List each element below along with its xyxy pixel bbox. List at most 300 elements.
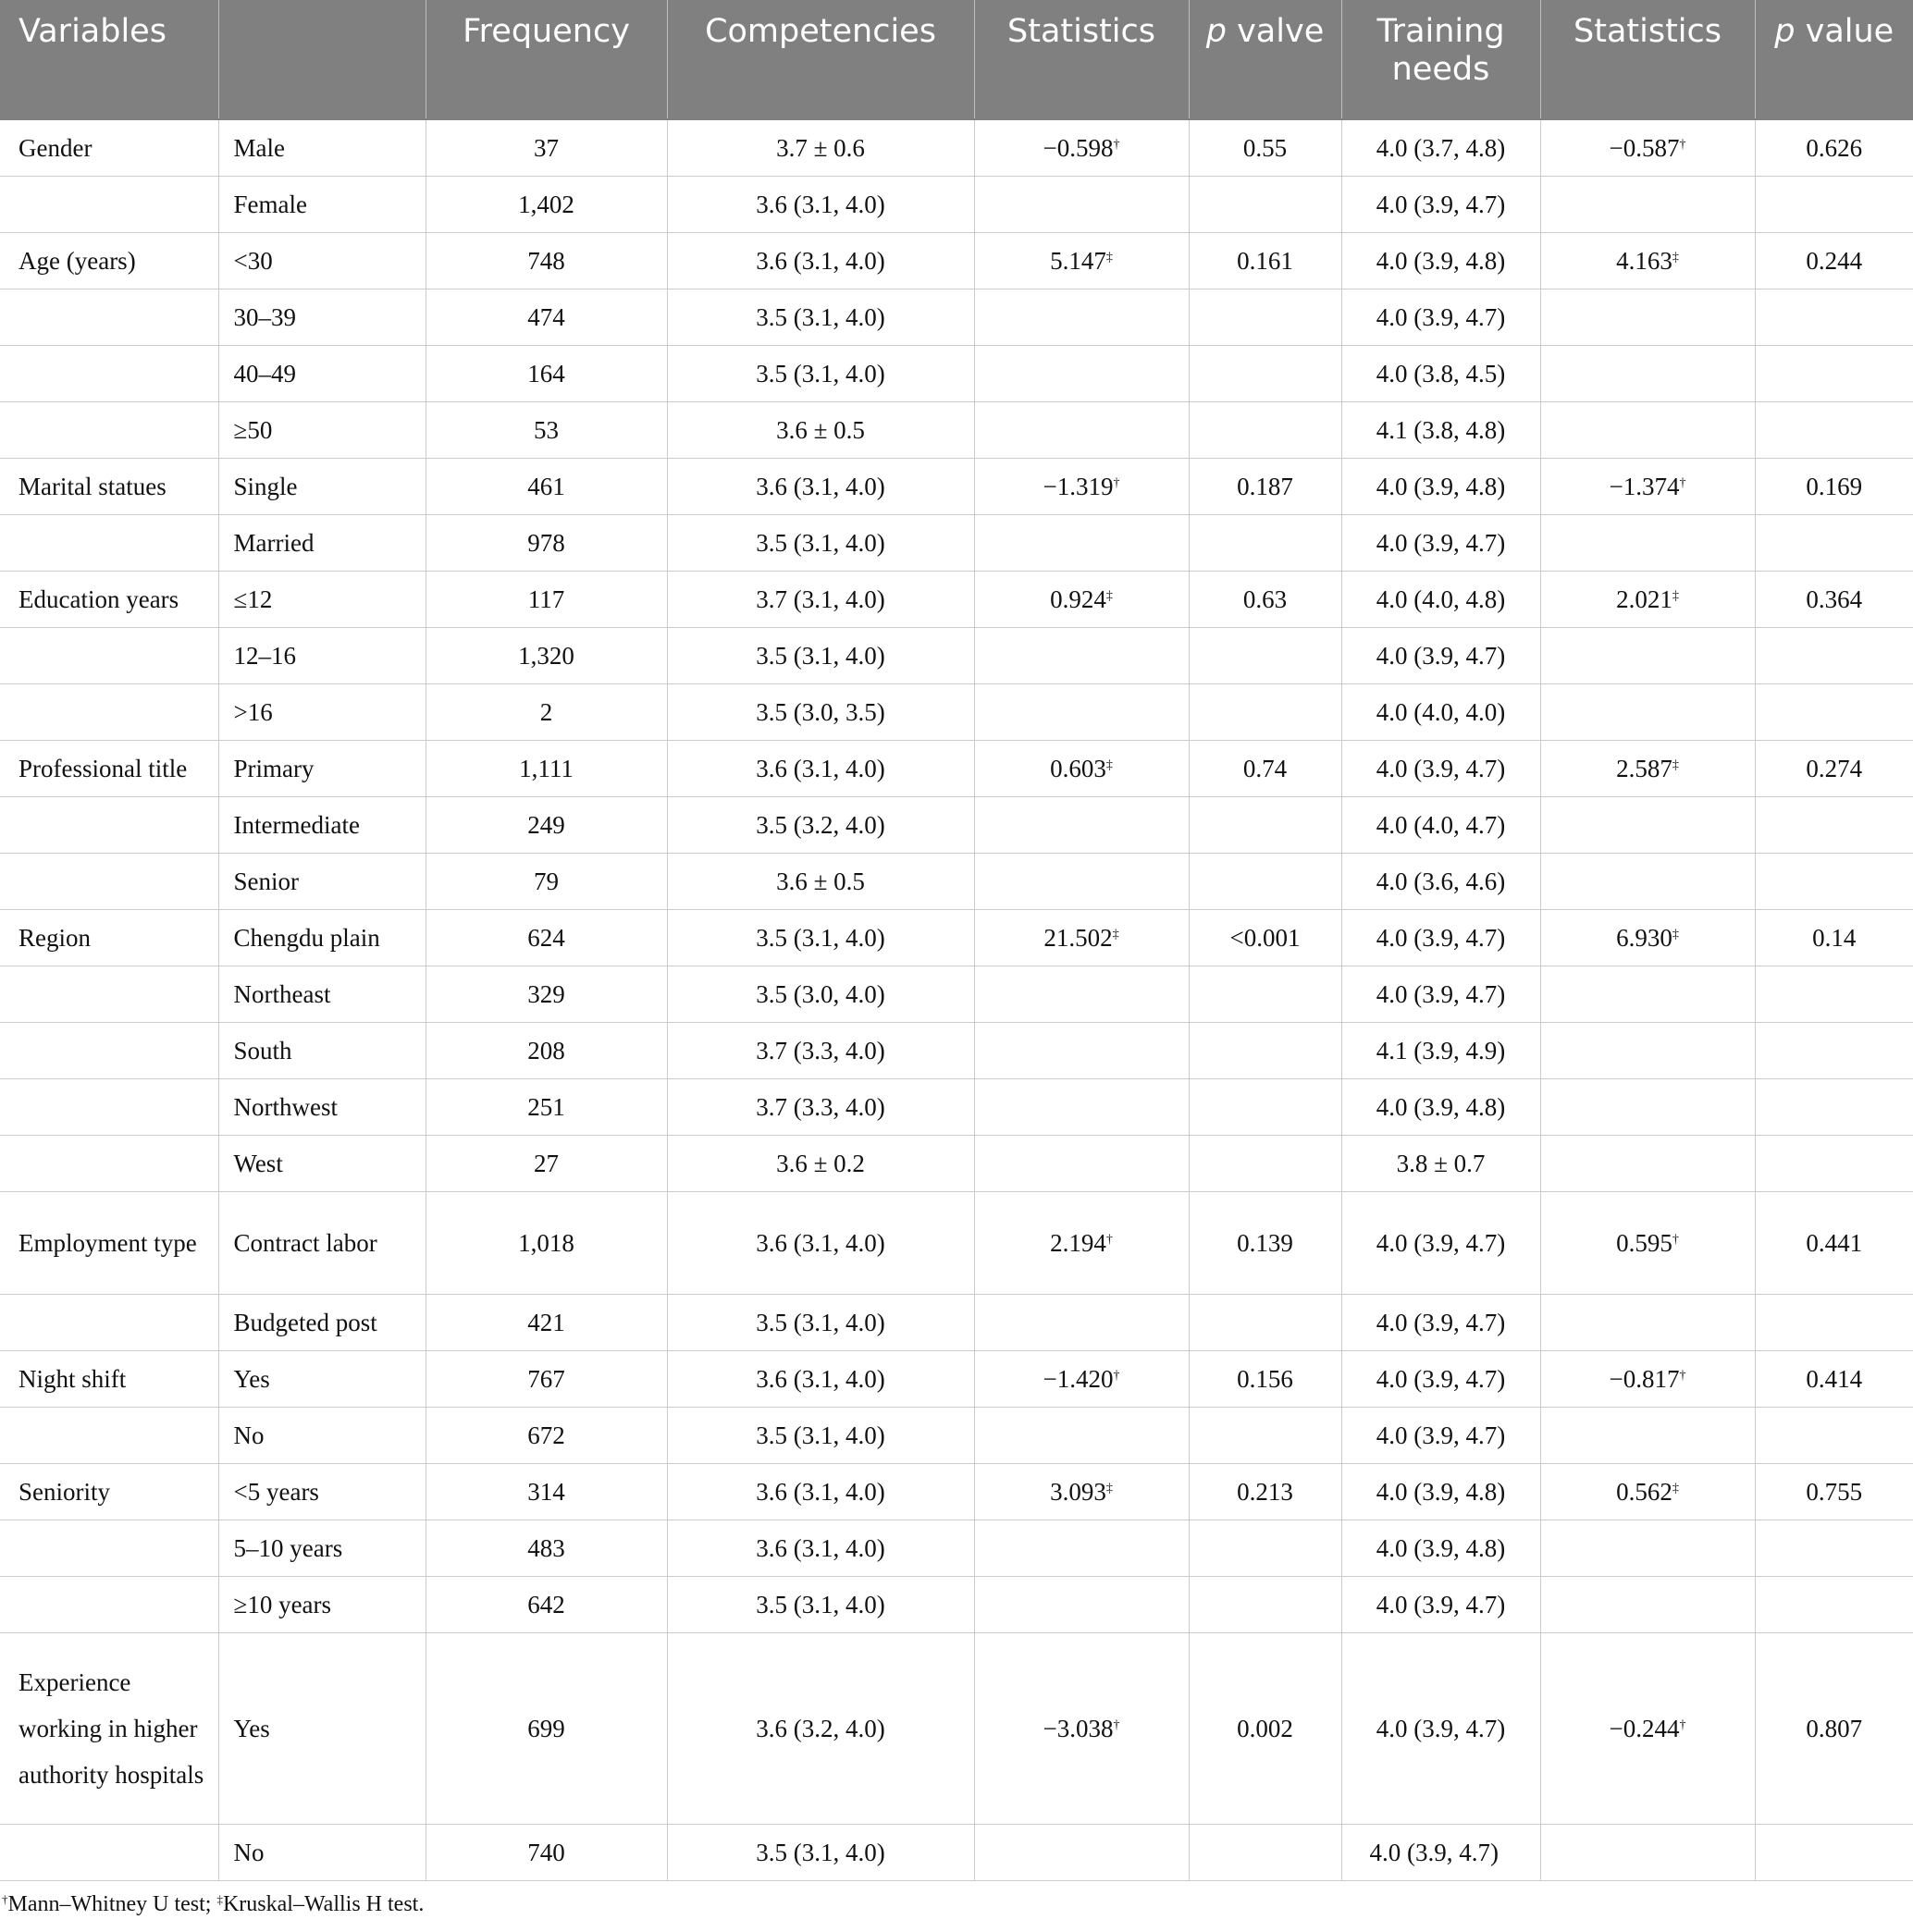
cell-p-value-2 bbox=[1755, 628, 1913, 684]
cell-category: Male bbox=[218, 119, 426, 177]
cell-p-value-2 bbox=[1755, 1520, 1913, 1577]
cell-training-needs: 4.0 (3.9, 4.7) bbox=[1341, 1577, 1540, 1633]
cell-p-value-1 bbox=[1189, 177, 1341, 233]
cell-statistics-1-value: −0.598 bbox=[1043, 134, 1114, 162]
cell-training-needs: 4.0 (3.9, 4.7) bbox=[1341, 1825, 1540, 1881]
cell-statistics-2-value: −0.587 bbox=[1609, 134, 1680, 162]
cell-training-needs: 4.1 (3.9, 4.9) bbox=[1341, 1023, 1540, 1079]
cell-training-needs: 4.0 (3.9, 4.7) bbox=[1341, 1351, 1540, 1408]
cell-statistics-1-test-mark: ‡ bbox=[1105, 589, 1113, 603]
cell-category: South bbox=[218, 1023, 426, 1079]
cell-statistics-1 bbox=[974, 1520, 1189, 1577]
cell-statistics-1 bbox=[974, 684, 1189, 741]
cell-training-needs: 4.0 (4.0, 4.0) bbox=[1341, 684, 1540, 741]
header-p-rest-2: value bbox=[1795, 13, 1894, 50]
cell-frequency: 37 bbox=[426, 119, 667, 177]
cell-statistics-2-test-mark: † bbox=[1679, 138, 1686, 152]
cell-category: 5–10 years bbox=[218, 1520, 426, 1577]
cell-statistics-1 bbox=[974, 854, 1189, 910]
cell-statistics-2 bbox=[1540, 289, 1755, 346]
cell-frequency: 314 bbox=[426, 1464, 667, 1520]
cell-frequency: 53 bbox=[426, 402, 667, 459]
footnote-text-2: Kruskal–Wallis H test. bbox=[222, 1892, 425, 1916]
cell-variable: Professional title bbox=[0, 741, 218, 797]
cell-frequency: 1,018 bbox=[426, 1192, 667, 1295]
cell-training-needs: 4.0 (3.9, 4.7) bbox=[1341, 1408, 1540, 1464]
cell-variable: Experience working in higher authority hospitals bbox=[0, 1633, 218, 1825]
cell-training-needs: 4.0 (3.9, 4.7) bbox=[1341, 741, 1540, 797]
cell-frequency: 27 bbox=[426, 1136, 667, 1192]
cell-competencies: 3.6 ± 0.5 bbox=[667, 402, 974, 459]
cell-p-value-1: 0.156 bbox=[1189, 1351, 1341, 1408]
table-row bbox=[0, 854, 1913, 910]
cell-category: No bbox=[218, 1408, 426, 1464]
cell-training-needs: 4.0 (3.9, 4.8) bbox=[1341, 1464, 1540, 1520]
cell-statistics-1 bbox=[974, 966, 1189, 1023]
cell-p-value-1: 0.187 bbox=[1189, 459, 1341, 515]
cell-statistics-2-test-mark: † bbox=[1679, 476, 1686, 490]
footnote-dagger: † bbox=[2, 1892, 8, 1906]
cell-variable bbox=[0, 1023, 218, 1079]
cell-training-needs: 4.0 (4.0, 4.8) bbox=[1341, 572, 1540, 628]
cell-statistics-1 bbox=[974, 797, 1189, 854]
cell-competencies: 3.5 (3.2, 4.0) bbox=[667, 797, 974, 854]
cell-statistics-2 bbox=[1540, 1351, 1755, 1408]
cell-statistics-2 bbox=[1540, 1633, 1755, 1825]
cell-competencies: 3.7 ± 0.6 bbox=[667, 119, 974, 177]
cell-variable bbox=[0, 797, 218, 854]
cell-frequency: 483 bbox=[426, 1520, 667, 1577]
cell-statistics-2-value: 4.163 bbox=[1616, 247, 1672, 275]
cell-p-value-1 bbox=[1189, 1079, 1341, 1136]
cell-variable bbox=[0, 289, 218, 346]
cell-category: Budgeted post bbox=[218, 1295, 426, 1351]
cell-category: <30 bbox=[218, 233, 426, 289]
cell-training-needs: 4.0 (3.9, 4.7) bbox=[1341, 177, 1540, 233]
cell-statistics-1 bbox=[974, 1192, 1189, 1295]
cell-p-value-1: 0.161 bbox=[1189, 233, 1341, 289]
cell-statistics-2 bbox=[1540, 1520, 1755, 1577]
cell-statistics-2 bbox=[1540, 1136, 1755, 1192]
cell-category: Yes bbox=[218, 1633, 426, 1825]
cell-p-value-1: <0.001 bbox=[1189, 910, 1341, 966]
cell-statistics-1-value: −1.420 bbox=[1043, 1365, 1114, 1393]
table-row bbox=[0, 177, 1913, 233]
cell-competencies: 3.6 (3.1, 4.0) bbox=[667, 459, 974, 515]
cell-frequency: 699 bbox=[426, 1633, 667, 1825]
cell-category: ≥50 bbox=[218, 402, 426, 459]
table-row bbox=[0, 1408, 1913, 1464]
cell-competencies: 3.6 ± 0.5 bbox=[667, 854, 974, 910]
cell-statistics-2-test-mark: ‡ bbox=[1672, 251, 1679, 265]
cell-competencies: 3.5 (3.0, 4.0) bbox=[667, 966, 974, 1023]
cell-statistics-2-test-mark: ‡ bbox=[1672, 758, 1679, 772]
header-p-italic-2: p bbox=[1774, 13, 1796, 50]
cell-p-value-2 bbox=[1755, 1295, 1913, 1351]
cell-p-value-1 bbox=[1189, 289, 1341, 346]
cell-variable bbox=[0, 1295, 218, 1351]
cell-statistics-1-value: 2.194 bbox=[1050, 1229, 1106, 1257]
cell-p-value-1: 0.002 bbox=[1189, 1633, 1341, 1825]
table-body bbox=[0, 119, 1913, 1881]
cell-statistics-1 bbox=[974, 515, 1189, 572]
cell-p-value-2 bbox=[1755, 177, 1913, 233]
cell-training-needs: 4.0 (3.9, 4.7) bbox=[1341, 289, 1540, 346]
table-row bbox=[0, 346, 1913, 402]
cell-competencies: 3.6 (3.1, 4.0) bbox=[667, 233, 974, 289]
cell-p-value-1 bbox=[1189, 402, 1341, 459]
cell-p-value-2 bbox=[1755, 854, 1913, 910]
cell-statistics-2-test-mark: † bbox=[1672, 1233, 1679, 1247]
cell-competencies: 3.6 (3.1, 4.0) bbox=[667, 1351, 974, 1408]
cell-statistics-1 bbox=[974, 1136, 1189, 1192]
cell-statistics-2 bbox=[1540, 910, 1755, 966]
cell-p-value-1 bbox=[1189, 515, 1341, 572]
cell-p-value-2: 0.364 bbox=[1755, 572, 1913, 628]
cell-category: <5 years bbox=[218, 1464, 426, 1520]
cell-competencies: 3.7 (3.1, 4.0) bbox=[667, 572, 974, 628]
table-row bbox=[0, 1023, 1913, 1079]
table-row bbox=[0, 1520, 1913, 1577]
table-row bbox=[0, 119, 1913, 177]
cell-statistics-1 bbox=[974, 1023, 1189, 1079]
cell-competencies: 3.5 (3.1, 4.0) bbox=[667, 1295, 974, 1351]
table-row bbox=[0, 233, 1913, 289]
table-row bbox=[0, 797, 1913, 854]
cell-statistics-2 bbox=[1540, 1295, 1755, 1351]
cell-category: No bbox=[218, 1825, 426, 1881]
cell-variable bbox=[0, 1825, 218, 1881]
cell-category: 12–16 bbox=[218, 628, 426, 684]
cell-frequency: 421 bbox=[426, 1295, 667, 1351]
header-p-value-1 bbox=[1189, 0, 1341, 119]
cell-variable: Employment type bbox=[0, 1192, 218, 1295]
cell-variable: Gender bbox=[0, 119, 218, 177]
cell-category: Northeast bbox=[218, 966, 426, 1023]
cell-statistics-2 bbox=[1540, 177, 1755, 233]
cell-statistics-2-test-mark: ‡ bbox=[1672, 1482, 1679, 1495]
table-row bbox=[0, 572, 1913, 628]
cell-statistics-1 bbox=[974, 741, 1189, 797]
header-statistics-2: Statistics bbox=[1540, 0, 1755, 119]
cell-p-value-2: 0.14 bbox=[1755, 910, 1913, 966]
cell-statistics-1 bbox=[974, 1351, 1189, 1408]
table-row bbox=[0, 1633, 1913, 1825]
table-header-row bbox=[0, 0, 1913, 119]
cell-p-value-2: 0.169 bbox=[1755, 459, 1913, 515]
cell-p-value-1: 0.63 bbox=[1189, 572, 1341, 628]
cell-statistics-2-value: −0.817 bbox=[1609, 1365, 1680, 1393]
cell-statistics-2-value: 2.021 bbox=[1616, 585, 1672, 613]
cell-statistics-1-test-mark: † bbox=[1113, 1369, 1120, 1383]
cell-training-needs: 4.0 (3.6, 4.6) bbox=[1341, 854, 1540, 910]
cell-statistics-1 bbox=[974, 1295, 1189, 1351]
cell-competencies: 3.5 (3.0, 3.5) bbox=[667, 684, 974, 741]
cell-frequency: 461 bbox=[426, 459, 667, 515]
table-row bbox=[0, 628, 1913, 684]
cell-frequency: 164 bbox=[426, 346, 667, 402]
cell-frequency: 474 bbox=[426, 289, 667, 346]
cell-p-value-2 bbox=[1755, 346, 1913, 402]
cell-statistics-1 bbox=[974, 628, 1189, 684]
cell-frequency: 249 bbox=[426, 797, 667, 854]
cell-competencies: 3.6 (3.1, 4.0) bbox=[667, 741, 974, 797]
cell-statistics-1-test-mark: † bbox=[1113, 1718, 1120, 1732]
cell-statistics-2 bbox=[1540, 1079, 1755, 1136]
cell-statistics-1 bbox=[974, 1633, 1189, 1825]
cell-p-value-1 bbox=[1189, 346, 1341, 402]
cell-statistics-2-value: 0.595 bbox=[1616, 1229, 1672, 1257]
cell-category: Female bbox=[218, 177, 426, 233]
cell-frequency: 1,111 bbox=[426, 741, 667, 797]
cell-p-value-1 bbox=[1189, 1408, 1341, 1464]
cell-variable bbox=[0, 402, 218, 459]
cell-variable bbox=[0, 1079, 218, 1136]
cell-category: 30–39 bbox=[218, 289, 426, 346]
cell-statistics-2-value: −1.374 bbox=[1609, 473, 1680, 500]
cell-p-value-1: 0.55 bbox=[1189, 119, 1341, 177]
cell-p-value-2 bbox=[1755, 289, 1913, 346]
cell-p-value-1 bbox=[1189, 1825, 1341, 1881]
cell-training-needs: 4.0 (3.9, 4.8) bbox=[1341, 1520, 1540, 1577]
cell-p-value-1 bbox=[1189, 854, 1341, 910]
cell-statistics-2-value: −0.244 bbox=[1609, 1715, 1680, 1742]
cell-category: Chengdu plain bbox=[218, 910, 426, 966]
cell-category: Primary bbox=[218, 741, 426, 797]
cell-p-value-1: 0.139 bbox=[1189, 1192, 1341, 1295]
cell-competencies: 3.5 (3.1, 4.0) bbox=[667, 289, 974, 346]
cell-p-value-2 bbox=[1755, 1136, 1913, 1192]
cell-p-value-2: 0.274 bbox=[1755, 741, 1913, 797]
cell-p-value-2: 0.244 bbox=[1755, 233, 1913, 289]
cell-category: Single bbox=[218, 459, 426, 515]
cell-p-value-2 bbox=[1755, 1079, 1913, 1136]
cell-variable: Education years bbox=[0, 572, 218, 628]
cell-frequency: 1,402 bbox=[426, 177, 667, 233]
table-row bbox=[0, 1136, 1913, 1192]
cell-training-needs: 4.0 (3.9, 4.7) bbox=[1341, 1192, 1540, 1295]
cell-p-value-2 bbox=[1755, 684, 1913, 741]
cell-variable bbox=[0, 854, 218, 910]
cell-p-value-1 bbox=[1189, 628, 1341, 684]
table-row bbox=[0, 910, 1913, 966]
cell-category: >16 bbox=[218, 684, 426, 741]
cell-statistics-1 bbox=[974, 1825, 1189, 1881]
cell-competencies: 3.7 (3.3, 4.0) bbox=[667, 1023, 974, 1079]
cell-statistics-1 bbox=[974, 572, 1189, 628]
cell-competencies: 3.5 (3.1, 4.0) bbox=[667, 346, 974, 402]
cell-p-value-2 bbox=[1755, 1825, 1913, 1881]
cell-training-needs: 4.0 (3.9, 4.8) bbox=[1341, 1079, 1540, 1136]
cell-p-value-1 bbox=[1189, 1577, 1341, 1633]
cell-statistics-2 bbox=[1540, 515, 1755, 572]
cell-statistics-2-test-mark: ‡ bbox=[1672, 928, 1679, 941]
table-row bbox=[0, 1351, 1913, 1408]
cell-p-value-1 bbox=[1189, 1520, 1341, 1577]
cell-statistics-1-value: 0.603 bbox=[1050, 755, 1106, 782]
header-training-needs: Training needs bbox=[1341, 0, 1540, 119]
cell-statistics-1 bbox=[974, 1577, 1189, 1633]
cell-training-needs: 4.0 (3.9, 4.8) bbox=[1341, 233, 1540, 289]
cell-category: Intermediate bbox=[218, 797, 426, 854]
cell-statistics-2 bbox=[1540, 1408, 1755, 1464]
cell-competencies: 3.5 (3.1, 4.0) bbox=[667, 515, 974, 572]
cell-competencies: 3.5 (3.1, 4.0) bbox=[667, 1577, 974, 1633]
cell-p-value-1: 0.74 bbox=[1189, 741, 1341, 797]
cell-training-needs: 4.1 (3.8, 4.8) bbox=[1341, 402, 1540, 459]
cell-frequency: 642 bbox=[426, 1577, 667, 1633]
cell-training-needs: 4.0 (3.7, 4.8) bbox=[1341, 119, 1540, 177]
cell-frequency: 208 bbox=[426, 1023, 667, 1079]
table-row bbox=[0, 741, 1913, 797]
cell-p-value-2 bbox=[1755, 1577, 1913, 1633]
table-row bbox=[0, 1464, 1913, 1520]
cell-frequency: 748 bbox=[426, 233, 667, 289]
cell-frequency: 740 bbox=[426, 1825, 667, 1881]
table-row bbox=[0, 1577, 1913, 1633]
cell-frequency: 978 bbox=[426, 515, 667, 572]
cell-variable: Seniority bbox=[0, 1464, 218, 1520]
cell-statistics-2-value: 2.587 bbox=[1616, 755, 1672, 782]
cell-p-value-2: 0.414 bbox=[1755, 1351, 1913, 1408]
cell-competencies: 3.6 (3.1, 4.0) bbox=[667, 1192, 974, 1295]
cell-training-needs: 4.0 (3.9, 4.7) bbox=[1341, 1295, 1540, 1351]
cell-training-needs: 4.0 (3.9, 4.7) bbox=[1341, 966, 1540, 1023]
cell-statistics-1-value: 21.502 bbox=[1043, 924, 1113, 952]
table-row bbox=[0, 289, 1913, 346]
cell-statistics-2 bbox=[1540, 1577, 1755, 1633]
table-row bbox=[0, 1079, 1913, 1136]
cell-variable bbox=[0, 966, 218, 1023]
cell-statistics-1 bbox=[974, 910, 1189, 966]
cell-p-value-2 bbox=[1755, 515, 1913, 572]
cell-statistics-1 bbox=[974, 177, 1189, 233]
table-row bbox=[0, 966, 1913, 1023]
cell-statistics-2 bbox=[1540, 119, 1755, 177]
cell-variable bbox=[0, 346, 218, 402]
cell-p-value-1: 0.213 bbox=[1189, 1464, 1341, 1520]
table-row bbox=[0, 1192, 1913, 1295]
cell-frequency: 251 bbox=[426, 1079, 667, 1136]
cell-category: 40–49 bbox=[218, 346, 426, 402]
cell-statistics-1-value: 5.147 bbox=[1050, 247, 1106, 275]
header-p-italic-1: p bbox=[1205, 13, 1227, 50]
cell-p-value-1 bbox=[1189, 684, 1341, 741]
cell-frequency: 624 bbox=[426, 910, 667, 966]
cell-p-value-2 bbox=[1755, 1408, 1913, 1464]
cell-p-value-1 bbox=[1189, 1136, 1341, 1192]
header-variables: Variables bbox=[0, 0, 218, 119]
cell-statistics-1 bbox=[974, 459, 1189, 515]
cell-statistics-1 bbox=[974, 233, 1189, 289]
cell-statistics-2 bbox=[1540, 1464, 1755, 1520]
cell-p-value-1 bbox=[1189, 1295, 1341, 1351]
cell-frequency: 672 bbox=[426, 1408, 667, 1464]
cell-statistics-1-test-mark: ‡ bbox=[1105, 251, 1113, 265]
cell-statistics-2 bbox=[1540, 459, 1755, 515]
table-row bbox=[0, 1295, 1913, 1351]
cell-statistics-2 bbox=[1540, 1023, 1755, 1079]
cell-competencies: 3.5 (3.1, 4.0) bbox=[667, 910, 974, 966]
cell-training-needs: 4.0 (3.9, 4.8) bbox=[1341, 459, 1540, 515]
cell-statistics-2 bbox=[1540, 741, 1755, 797]
cell-frequency: 2 bbox=[426, 684, 667, 741]
cell-statistics-2-test-mark: † bbox=[1679, 1369, 1686, 1383]
table-row bbox=[0, 459, 1913, 515]
cell-category: ≥10 years bbox=[218, 1577, 426, 1633]
table-row bbox=[0, 515, 1913, 572]
cell-p-value-2 bbox=[1755, 402, 1913, 459]
cell-statistics-2 bbox=[1540, 684, 1755, 741]
cell-category: Northwest bbox=[218, 1079, 426, 1136]
cell-statistics-1 bbox=[974, 346, 1189, 402]
table-row bbox=[0, 684, 1913, 741]
cell-training-needs: 4.0 (4.0, 4.7) bbox=[1341, 797, 1540, 854]
cell-competencies: 3.6 ± 0.2 bbox=[667, 1136, 974, 1192]
cell-competencies: 3.6 (3.2, 4.0) bbox=[667, 1633, 974, 1825]
cell-training-needs: 4.0 (3.8, 4.5) bbox=[1341, 346, 1540, 402]
cell-competencies: 3.5 (3.1, 4.0) bbox=[667, 1408, 974, 1464]
cell-p-value-2: 0.755 bbox=[1755, 1464, 1913, 1520]
table-row bbox=[0, 1825, 1913, 1881]
cell-competencies: 3.6 (3.1, 4.0) bbox=[667, 177, 974, 233]
cell-variable: Region bbox=[0, 910, 218, 966]
cell-p-value-1 bbox=[1189, 797, 1341, 854]
cell-p-value-2 bbox=[1755, 1023, 1913, 1079]
cell-statistics-1-value: 3.093 bbox=[1050, 1478, 1106, 1506]
cell-p-value-1 bbox=[1189, 1023, 1341, 1079]
cell-frequency: 79 bbox=[426, 854, 667, 910]
cell-statistics-1 bbox=[974, 1464, 1189, 1520]
cell-frequency: 1,320 bbox=[426, 628, 667, 684]
cell-statistics-2 bbox=[1540, 572, 1755, 628]
cell-statistics-1 bbox=[974, 402, 1189, 459]
cell-variable bbox=[0, 1520, 218, 1577]
cell-statistics-1-value: 0.924 bbox=[1050, 585, 1106, 613]
header-competencies: Competencies bbox=[667, 0, 974, 119]
cell-competencies: 3.7 (3.3, 4.0) bbox=[667, 1079, 974, 1136]
cell-statistics-1-test-mark: † bbox=[1113, 138, 1120, 152]
cell-variable bbox=[0, 628, 218, 684]
cell-frequency: 117 bbox=[426, 572, 667, 628]
cell-variable bbox=[0, 515, 218, 572]
cell-statistics-2-test-mark: ‡ bbox=[1672, 589, 1679, 603]
cell-category: Senior bbox=[218, 854, 426, 910]
header-statistics-1: Statistics bbox=[974, 0, 1189, 119]
header-category bbox=[218, 0, 426, 119]
cell-frequency: 767 bbox=[426, 1351, 667, 1408]
cell-category: Yes bbox=[218, 1351, 426, 1408]
cell-statistics-1-test-mark: ‡ bbox=[1105, 758, 1113, 772]
cell-p-value-2: 0.807 bbox=[1755, 1633, 1913, 1825]
cell-training-needs: 4.0 (3.9, 4.7) bbox=[1341, 1633, 1540, 1825]
cell-statistics-2 bbox=[1540, 966, 1755, 1023]
cell-statistics-2 bbox=[1540, 628, 1755, 684]
cell-frequency: 329 bbox=[426, 966, 667, 1023]
footnote-text-1: Mann–Whitney U test; bbox=[7, 1892, 217, 1916]
cell-statistics-1 bbox=[974, 289, 1189, 346]
cell-statistics-2-value: 0.562 bbox=[1616, 1478, 1672, 1506]
cell-training-needs: 4.0 (3.9, 4.7) bbox=[1341, 628, 1540, 684]
cell-competencies: 3.6 (3.1, 4.0) bbox=[667, 1464, 974, 1520]
cell-training-needs: 4.0 (3.9, 4.7) bbox=[1341, 515, 1540, 572]
cell-training-needs: 3.8 ± 0.7 bbox=[1341, 1136, 1540, 1192]
cell-p-value-2 bbox=[1755, 966, 1913, 1023]
header-p-value-2 bbox=[1755, 0, 1913, 119]
cell-statistics-1-test-mark: ‡ bbox=[1105, 1482, 1113, 1495]
cell-statistics-1-value: −3.038 bbox=[1043, 1715, 1114, 1742]
cell-statistics-2 bbox=[1540, 402, 1755, 459]
